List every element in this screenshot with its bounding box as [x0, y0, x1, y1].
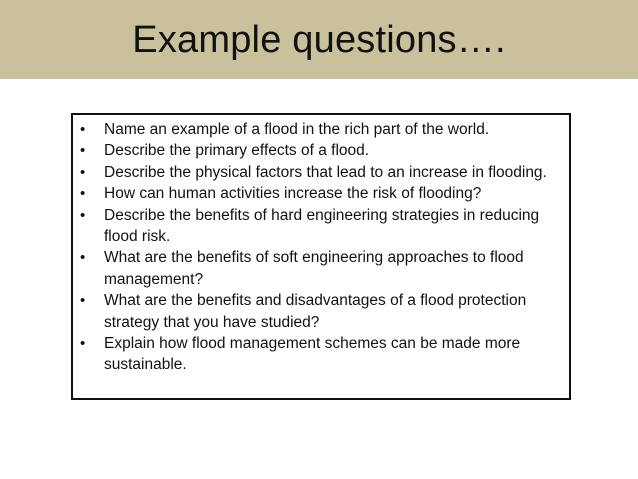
question-list — [73, 115, 569, 376]
question-text: What are the benefits and disadvantages of a flood protection strategy that you have studied? — [104, 292, 527, 331]
question-box — [71, 113, 571, 400]
bullet-icon: • — [80, 142, 86, 160]
question-item — [80, 119, 561, 140]
question-text: Describe the primary effects of a flood. — [104, 142, 370, 160]
question-item — [80, 333, 561, 376]
question-text: What are the benefits of soft engineering approaches to flood management? — [104, 249, 524, 288]
bullet-icon: • — [80, 335, 86, 353]
bullet-icon: • — [80, 292, 86, 310]
question-text: Name an example of a flood in the rich part of the world. — [104, 121, 490, 138]
question-item — [80, 205, 561, 248]
bullet-icon: • — [80, 206, 86, 224]
question-item — [80, 183, 561, 204]
question-text: Describe the physical factors that lead to an increase in flooding. — [104, 163, 547, 181]
bullet-icon: • — [80, 121, 86, 138]
question-item — [80, 290, 561, 333]
bullet-icon: • — [80, 185, 86, 203]
question-item — [80, 140, 561, 161]
bullet-icon: • — [80, 163, 86, 181]
question-text: Describe the benefits of hard engineering strategies in reducing flood risk. — [104, 206, 540, 246]
question-text: How can human activities increase the risk of flooding? — [104, 185, 482, 203]
bullet-icon: • — [80, 249, 86, 267]
question-text: Explain how flood management schemes can be made more sustainable. — [104, 335, 521, 374]
slide-title: Example questions…. — [132, 19, 506, 61]
question-item — [80, 162, 561, 183]
question-item — [80, 247, 561, 290]
